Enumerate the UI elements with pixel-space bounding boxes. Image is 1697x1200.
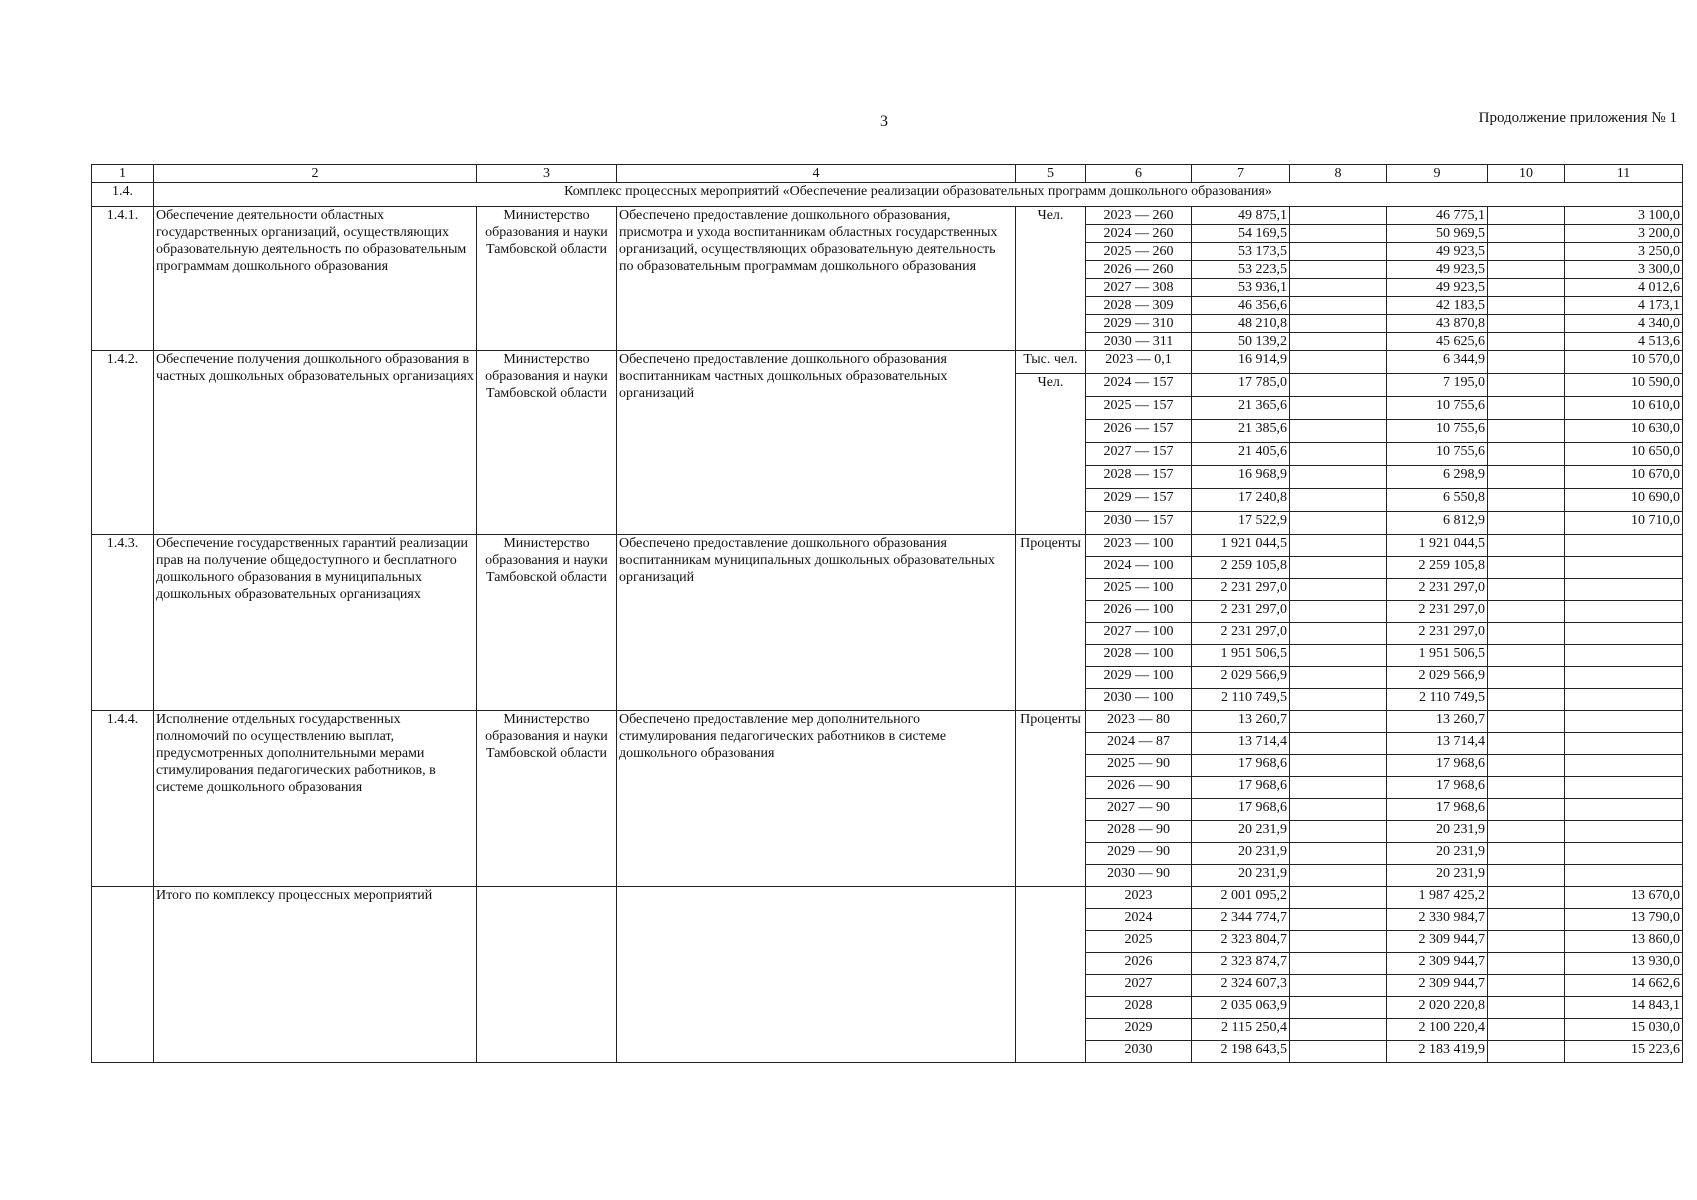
- amount-col8: [1290, 843, 1387, 865]
- amount-col10: [1488, 601, 1565, 623]
- amount-other: [1565, 733, 1683, 755]
- amount-other: [1565, 711, 1683, 733]
- total-col10: [1488, 1019, 1565, 1041]
- amount-other: [1565, 557, 1683, 579]
- item-result: Обеспечено предоставление дошкольного образования, присмотра и ухода воспитанникам областных государственных организаций, осуществляющих образовательную деятельность по образовательным программам дошкольного образования: [617, 207, 1016, 351]
- amount-col10: [1488, 420, 1565, 443]
- amount-col10: [1488, 535, 1565, 557]
- item-code: 1.4.2.: [92, 351, 154, 535]
- total-regional: 2 020 220,8: [1387, 997, 1488, 1019]
- total-amount: 2 198 643,5: [1192, 1041, 1290, 1063]
- item-result: Обеспечено предоставление мер дополнительного стимулирования педагогических работников в системе дошкольного образования: [617, 711, 1016, 887]
- total-amount: 2 035 063,9: [1192, 997, 1290, 1019]
- amount-regional: 17 968,6: [1387, 755, 1488, 777]
- amount-col8: [1290, 243, 1387, 261]
- amount-other: [1565, 821, 1683, 843]
- amount-col8: [1290, 821, 1387, 843]
- amount-regional: 42 183,5: [1387, 297, 1488, 315]
- amount-col8: [1290, 557, 1387, 579]
- amount-regional: 50 969,5: [1387, 225, 1488, 243]
- amount-total: 20 231,9: [1192, 865, 1290, 887]
- year-indicator: 2028 — 309: [1086, 297, 1192, 315]
- total-col10: [1488, 931, 1565, 953]
- amount-other: [1565, 777, 1683, 799]
- amount-other: [1565, 579, 1683, 601]
- amount-total: 17 968,6: [1192, 755, 1290, 777]
- total-other: 15 223,6: [1565, 1041, 1683, 1063]
- total-year: 2023: [1086, 887, 1192, 909]
- total-year: 2025: [1086, 931, 1192, 953]
- amount-regional: 2 231 297,0: [1387, 601, 1488, 623]
- amount-col10: [1488, 225, 1565, 243]
- year-indicator: 2023 — 80: [1086, 711, 1192, 733]
- amount-col10: [1488, 512, 1565, 535]
- amount-total: 49 875,1: [1192, 207, 1290, 225]
- amount-total: 21 405,6: [1192, 443, 1290, 466]
- amount-col10: [1488, 557, 1565, 579]
- total-col8: [1290, 975, 1387, 997]
- amount-total: 17 968,6: [1192, 799, 1290, 821]
- page-number: 3: [880, 113, 888, 130]
- amount-other: 10 650,0: [1565, 443, 1683, 466]
- continuation-note: Продолжение приложения № 1: [1478, 110, 1677, 126]
- amount-col10: [1488, 689, 1565, 711]
- amount-col10: [1488, 279, 1565, 297]
- total-other: 13 790,0: [1565, 909, 1683, 931]
- total-regional: 2 309 944,7: [1387, 975, 1488, 997]
- total-regional: 2 309 944,7: [1387, 931, 1488, 953]
- amount-regional: 2 259 105,8: [1387, 557, 1488, 579]
- total-regional: 2 183 419,9: [1387, 1041, 1488, 1063]
- amount-regional: 49 923,5: [1387, 279, 1488, 297]
- amount-regional: 6 344,9: [1387, 351, 1488, 374]
- amount-regional: 6 550,8: [1387, 489, 1488, 512]
- amount-other: [1565, 601, 1683, 623]
- amount-regional: 7 195,0: [1387, 374, 1488, 397]
- item-org: Министерство образования и науки Тамбовской области: [477, 711, 617, 887]
- total-year: 2026: [1086, 953, 1192, 975]
- amount-other: [1565, 843, 1683, 865]
- amount-total: 2 231 297,0: [1192, 601, 1290, 623]
- year-indicator: 2026 — 90: [1086, 777, 1192, 799]
- program-table: [91, 164, 1683, 1063]
- amount-regional: 2 110 749,5: [1387, 689, 1488, 711]
- item-row: [92, 207, 1683, 225]
- amount-col10: [1488, 777, 1565, 799]
- total-other: 14 843,1: [1565, 997, 1683, 1019]
- amount-total: 53 936,1: [1192, 279, 1290, 297]
- total-regional: 2 330 984,7: [1387, 909, 1488, 931]
- amount-col8: [1290, 420, 1387, 443]
- amount-col10: [1488, 489, 1565, 512]
- column-header: 4: [617, 165, 1016, 183]
- amount-col10: [1488, 799, 1565, 821]
- total-col10: [1488, 909, 1565, 931]
- year-indicator: 2024 — 100: [1086, 557, 1192, 579]
- amount-regional: 49 923,5: [1387, 261, 1488, 279]
- item-code: 1.4.4.: [92, 711, 154, 887]
- item-name: Обеспечение государственных гарантий реализации прав на получение общедоступного и бесплатного дошкольного образования в муниципальных дошкольных образовательных организациях: [154, 535, 477, 711]
- amount-regional: 20 231,9: [1387, 821, 1488, 843]
- amount-other: 3 250,0: [1565, 243, 1683, 261]
- year-indicator: 2030 — 90: [1086, 865, 1192, 887]
- year-indicator: 2027 — 90: [1086, 799, 1192, 821]
- amount-other: [1565, 865, 1683, 887]
- year-indicator: 2026 — 157: [1086, 420, 1192, 443]
- amount-col8: [1290, 689, 1387, 711]
- amount-col8: [1290, 351, 1387, 374]
- total-regional: 1 987 425,2: [1387, 887, 1488, 909]
- amount-other: 10 670,0: [1565, 466, 1683, 489]
- item-unit: Проценты: [1016, 535, 1086, 711]
- amount-other: 10 630,0: [1565, 420, 1683, 443]
- total-org: [477, 887, 617, 1063]
- amount-other: 10 590,0: [1565, 374, 1683, 397]
- total-amount: 2 323 804,7: [1192, 931, 1290, 953]
- amount-other: [1565, 755, 1683, 777]
- amount-other: 3 200,0: [1565, 225, 1683, 243]
- amount-other: 10 610,0: [1565, 397, 1683, 420]
- amount-col10: [1488, 207, 1565, 225]
- amount-total: 48 210,8: [1192, 315, 1290, 333]
- year-indicator: 2024 — 87: [1086, 733, 1192, 755]
- amount-col10: [1488, 711, 1565, 733]
- amount-other: 4 012,6: [1565, 279, 1683, 297]
- amount-total: 16 914,9: [1192, 351, 1290, 374]
- amount-other: 10 570,0: [1565, 351, 1683, 374]
- item-result: Обеспечено предоставление дошкольного образования воспитанникам частных дошкольных образовательных организаций: [617, 351, 1016, 535]
- amount-total: 20 231,9: [1192, 821, 1290, 843]
- total-other: 13 930,0: [1565, 953, 1683, 975]
- amount-other: [1565, 689, 1683, 711]
- year-indicator: 2027 — 100: [1086, 623, 1192, 645]
- year-indicator: 2026 — 100: [1086, 601, 1192, 623]
- total-amount: 2 344 774,7: [1192, 909, 1290, 931]
- total-amount: 2 001 095,2: [1192, 887, 1290, 909]
- total-col10: [1488, 953, 1565, 975]
- total-col8: [1290, 909, 1387, 931]
- amount-col8: [1290, 711, 1387, 733]
- year-indicator: 2025 — 100: [1086, 579, 1192, 601]
- amount-other: 3 100,0: [1565, 207, 1683, 225]
- item-org: Министерство образования и науки Тамбовской области: [477, 207, 617, 351]
- amount-col8: [1290, 777, 1387, 799]
- amount-other: 3 300,0: [1565, 261, 1683, 279]
- amount-col8: [1290, 279, 1387, 297]
- item-unit: Чел.: [1016, 207, 1086, 351]
- year-indicator: 2024 — 157: [1086, 374, 1192, 397]
- year-indicator: 2026 — 260: [1086, 261, 1192, 279]
- amount-col8: [1290, 667, 1387, 689]
- amount-col8: [1290, 466, 1387, 489]
- total-year: 2029: [1086, 1019, 1192, 1041]
- amount-col8: [1290, 755, 1387, 777]
- item-org: Министерство образования и науки Тамбовской области: [477, 535, 617, 711]
- amount-col10: [1488, 333, 1565, 351]
- amount-total: 13 260,7: [1192, 711, 1290, 733]
- amount-col10: [1488, 351, 1565, 374]
- column-header: 5: [1016, 165, 1086, 183]
- item-unit: Проценты: [1016, 711, 1086, 887]
- amount-regional: 13 714,4: [1387, 733, 1488, 755]
- amount-other: [1565, 623, 1683, 645]
- amount-regional: 20 231,9: [1387, 843, 1488, 865]
- amount-col8: [1290, 297, 1387, 315]
- item-row: [92, 535, 1683, 557]
- total-unit: [1016, 887, 1086, 1063]
- total-col8: [1290, 1019, 1387, 1041]
- year-indicator: 2024 — 260: [1086, 225, 1192, 243]
- amount-col8: [1290, 601, 1387, 623]
- total-col10: [1488, 887, 1565, 909]
- total-col10: [1488, 975, 1565, 997]
- amount-total: 46 356,6: [1192, 297, 1290, 315]
- year-indicator: 2030 — 100: [1086, 689, 1192, 711]
- total-row: [92, 887, 1683, 909]
- total-col8: [1290, 953, 1387, 975]
- column-header: 6: [1086, 165, 1192, 183]
- amount-regional: 10 755,6: [1387, 420, 1488, 443]
- amount-col10: [1488, 843, 1565, 865]
- total-code: [92, 887, 154, 1063]
- amount-regional: 2 231 297,0: [1387, 623, 1488, 645]
- amount-total: 17 785,0: [1192, 374, 1290, 397]
- section-row: [92, 183, 1683, 207]
- total-label: Итого по комплексу процессных мероприятий: [154, 887, 477, 1063]
- total-col8: [1290, 931, 1387, 953]
- year-indicator: 2029 — 100: [1086, 667, 1192, 689]
- year-indicator: 2029 — 90: [1086, 843, 1192, 865]
- column-header: 8: [1290, 165, 1387, 183]
- total-other: 13 670,0: [1565, 887, 1683, 909]
- amount-col8: [1290, 535, 1387, 557]
- total-other: 14 662,6: [1565, 975, 1683, 997]
- year-indicator: 2025 — 90: [1086, 755, 1192, 777]
- column-header: 11: [1565, 165, 1683, 183]
- amount-col8: [1290, 512, 1387, 535]
- amount-col8: [1290, 333, 1387, 351]
- amount-regional: 13 260,7: [1387, 711, 1488, 733]
- amount-col10: [1488, 261, 1565, 279]
- amount-total: 17 968,6: [1192, 777, 1290, 799]
- amount-col8: [1290, 315, 1387, 333]
- amount-regional: 10 755,6: [1387, 397, 1488, 420]
- item-org: Министерство образования и науки Тамбовской области: [477, 351, 617, 535]
- item-name: Обеспечение получения дошкольного образования в частных дошкольных образовательных организациях: [154, 351, 477, 535]
- item-code: 1.4.3.: [92, 535, 154, 711]
- item-code: 1.4.1.: [92, 207, 154, 351]
- year-indicator: 2030 — 311: [1086, 333, 1192, 351]
- year-indicator: 2030 — 157: [1086, 512, 1192, 535]
- item-row: [92, 711, 1683, 733]
- amount-total: 53 173,5: [1192, 243, 1290, 261]
- amount-col10: [1488, 443, 1565, 466]
- section-code: 1.4.: [92, 183, 154, 207]
- year-indicator: 2028 — 90: [1086, 821, 1192, 843]
- total-col8: [1290, 1041, 1387, 1063]
- column-header: 3: [477, 165, 617, 183]
- total-other: 15 030,0: [1565, 1019, 1683, 1041]
- year-indicator: 2029 — 157: [1086, 489, 1192, 512]
- amount-total: 21 385,6: [1192, 420, 1290, 443]
- amount-col10: [1488, 374, 1565, 397]
- amount-other: 10 690,0: [1565, 489, 1683, 512]
- amount-regional: 10 755,6: [1387, 443, 1488, 466]
- amount-other: [1565, 799, 1683, 821]
- amount-total: 1 921 044,5: [1192, 535, 1290, 557]
- year-indicator: 2025 — 157: [1086, 397, 1192, 420]
- total-year: 2028: [1086, 997, 1192, 1019]
- section-title: Комплекс процессных мероприятий «Обеспечение реализации образовательных программ дошкольного образования»: [154, 183, 1683, 207]
- amount-regional: 17 968,6: [1387, 777, 1488, 799]
- amount-col8: [1290, 799, 1387, 821]
- amount-col8: [1290, 443, 1387, 466]
- amount-col10: [1488, 397, 1565, 420]
- year-indicator: 2023 — 0,1: [1086, 351, 1192, 374]
- amount-total: 1 951 506,5: [1192, 645, 1290, 667]
- total-col8: [1290, 887, 1387, 909]
- total-year: 2030: [1086, 1041, 1192, 1063]
- amount-regional: 6 812,9: [1387, 512, 1488, 535]
- amount-col8: [1290, 579, 1387, 601]
- item-name: Исполнение отдельных государственных полномочий по осуществлению выплат, предусмотренных дополнительными мерами стимулирования педагогических работников, в системе дошкольного образования: [154, 711, 477, 887]
- amount-col10: [1488, 667, 1565, 689]
- amount-other: [1565, 535, 1683, 557]
- amount-total: 13 714,4: [1192, 733, 1290, 755]
- amount-col10: [1488, 315, 1565, 333]
- amount-col8: [1290, 374, 1387, 397]
- amount-col10: [1488, 821, 1565, 843]
- total-col10: [1488, 1041, 1565, 1063]
- amount-total: 21 365,6: [1192, 397, 1290, 420]
- amount-col8: [1290, 623, 1387, 645]
- amount-col8: [1290, 865, 1387, 887]
- amount-regional: 43 870,8: [1387, 315, 1488, 333]
- amount-regional: 45 625,6: [1387, 333, 1488, 351]
- amount-col10: [1488, 466, 1565, 489]
- total-amount: 2 115 250,4: [1192, 1019, 1290, 1041]
- amount-total: 50 139,2: [1192, 333, 1290, 351]
- amount-col10: [1488, 645, 1565, 667]
- amount-col10: [1488, 733, 1565, 755]
- total-other: 13 860,0: [1565, 931, 1683, 953]
- column-header: 7: [1192, 165, 1290, 183]
- column-header: 1: [92, 165, 154, 183]
- amount-total: 2 231 297,0: [1192, 623, 1290, 645]
- item-unit: Тыс. чел.: [1016, 351, 1086, 374]
- year-indicator: 2027 — 157: [1086, 443, 1192, 466]
- total-result: [617, 887, 1016, 1063]
- amount-regional: 6 298,9: [1387, 466, 1488, 489]
- year-indicator: 2029 — 310: [1086, 315, 1192, 333]
- amount-total: 17 522,9: [1192, 512, 1290, 535]
- column-header: 9: [1387, 165, 1488, 183]
- amount-col8: [1290, 733, 1387, 755]
- amount-regional: 46 775,1: [1387, 207, 1488, 225]
- total-regional: 2 309 944,7: [1387, 953, 1488, 975]
- amount-regional: 49 923,5: [1387, 243, 1488, 261]
- amount-regional: 2 029 566,9: [1387, 667, 1488, 689]
- item-unit: Чел.: [1016, 374, 1086, 535]
- year-indicator: 2028 — 100: [1086, 645, 1192, 667]
- amount-col10: [1488, 865, 1565, 887]
- item-result: Обеспечено предоставление дошкольного образования воспитанникам муниципальных дошкольных образовательных организаций: [617, 535, 1016, 711]
- amount-col8: [1290, 261, 1387, 279]
- year-indicator: 2023 — 260: [1086, 207, 1192, 225]
- amount-regional: 1 951 506,5: [1387, 645, 1488, 667]
- total-year: 2024: [1086, 909, 1192, 931]
- amount-other: [1565, 645, 1683, 667]
- total-amount: 2 324 607,3: [1192, 975, 1290, 997]
- amount-other: 4 340,0: [1565, 315, 1683, 333]
- amount-col8: [1290, 207, 1387, 225]
- total-amount: 2 323 874,7: [1192, 953, 1290, 975]
- amount-col10: [1488, 579, 1565, 601]
- year-indicator: 2027 — 308: [1086, 279, 1192, 297]
- total-year: 2027: [1086, 975, 1192, 997]
- amount-regional: 2 231 297,0: [1387, 579, 1488, 601]
- column-header: 10: [1488, 165, 1565, 183]
- amount-total: 2 029 566,9: [1192, 667, 1290, 689]
- amount-regional: 17 968,6: [1387, 799, 1488, 821]
- year-indicator: 2023 — 100: [1086, 535, 1192, 557]
- amount-total: 53 223,5: [1192, 261, 1290, 279]
- header-row: [92, 165, 1683, 183]
- item-row: [92, 351, 1683, 374]
- amount-total: 2 231 297,0: [1192, 579, 1290, 601]
- amount-other: [1565, 667, 1683, 689]
- amount-other: 4 173,1: [1565, 297, 1683, 315]
- total-col8: [1290, 997, 1387, 1019]
- amount-regional: 20 231,9: [1387, 865, 1488, 887]
- total-col10: [1488, 997, 1565, 1019]
- amount-other: 10 710,0: [1565, 512, 1683, 535]
- amount-col8: [1290, 489, 1387, 512]
- amount-col10: [1488, 623, 1565, 645]
- amount-col8: [1290, 645, 1387, 667]
- item-name: Обеспечение деятельности областных государственных организаций, осуществляющих образовательную деятельность по образовательным программам дошкольного образования: [154, 207, 477, 351]
- amount-col10: [1488, 243, 1565, 261]
- year-indicator: 2025 — 260: [1086, 243, 1192, 261]
- amount-col10: [1488, 755, 1565, 777]
- total-regional: 2 100 220,4: [1387, 1019, 1488, 1041]
- amount-col8: [1290, 225, 1387, 243]
- column-header: 2: [154, 165, 477, 183]
- amount-other: 4 513,6: [1565, 333, 1683, 351]
- amount-total: 2 110 749,5: [1192, 689, 1290, 711]
- amount-total: 54 169,5: [1192, 225, 1290, 243]
- amount-regional: 1 921 044,5: [1387, 535, 1488, 557]
- amount-col8: [1290, 397, 1387, 420]
- amount-total: 20 231,9: [1192, 843, 1290, 865]
- amount-total: 16 968,9: [1192, 466, 1290, 489]
- year-indicator: 2028 — 157: [1086, 466, 1192, 489]
- amount-total: 17 240,8: [1192, 489, 1290, 512]
- amount-col10: [1488, 297, 1565, 315]
- amount-total: 2 259 105,8: [1192, 557, 1290, 579]
